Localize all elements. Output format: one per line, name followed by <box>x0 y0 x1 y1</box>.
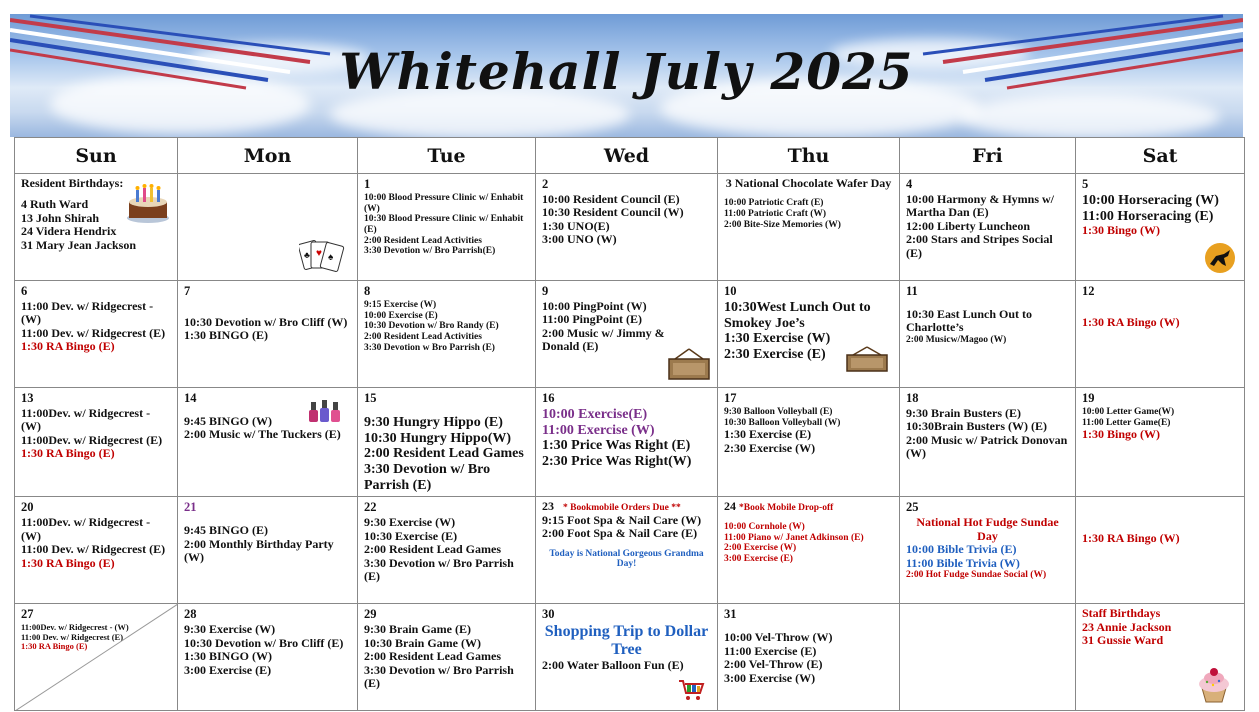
event-item: 12:00 Liberty Luncheon <box>906 218 1031 233</box>
wooden-sign-icon <box>845 345 889 373</box>
event-item: 10:00 Resident Council (E) <box>542 192 680 206</box>
event-item: 10:00 Cornhole (W) <box>724 521 805 532</box>
event-item: 10:30West Lunch Out to Smokey Joe’s <box>724 300 871 331</box>
event-item: 2:00 Resident Lead Games <box>364 542 501 557</box>
day-cell <box>358 497 536 604</box>
week-row-1 <box>15 174 1245 281</box>
event-item: 2:00 Musicw/Magoo (W) <box>906 334 1007 345</box>
event-item: 11:00 Dev. w/ Ridgecrest (E) <box>21 631 124 642</box>
diagonal-divider-line <box>15 604 178 711</box>
day-number: 25 <box>906 500 919 515</box>
event-item: 1:30 Exercise (W) <box>724 331 831 347</box>
day-cell <box>1076 497 1245 604</box>
birthday-cake-icon <box>125 182 171 224</box>
day-number: 12 <box>1082 284 1095 298</box>
event-item: 10:30 East Lunch Out to Charlotte’s <box>906 307 1033 335</box>
event-item: 9:30 Hungry Hippo (E) <box>364 415 503 430</box>
day-number: 19 <box>1082 391 1095 405</box>
event-item: 11:00Dev. w/ Ridgecrest - (W) <box>21 515 151 543</box>
day-cell <box>15 281 178 388</box>
day-number: 30 <box>542 607 555 622</box>
day-cell <box>358 281 536 388</box>
day-number: 1 <box>364 177 371 191</box>
event-item: 3:30 Devotion w/ Bro Parrish(E) <box>364 246 496 257</box>
event-item: 3:30 Devotion w/ Bro Parrish (E) <box>364 462 491 493</box>
event-item: 10:30 Balloon Volleyball (W) <box>724 417 841 428</box>
day-cell <box>15 174 178 281</box>
day-cell <box>178 174 358 281</box>
weekday-sun: Sun <box>15 138 178 174</box>
event-item: 1:30 UNO(E) <box>542 218 610 233</box>
shopping-trip-note: Shopping Trip to Dollar Tree <box>544 623 709 659</box>
event-item: 1:30 RA Bingo (E) <box>21 339 115 354</box>
day-number: 7 <box>184 284 191 298</box>
birthday-item: 31 Mary Jean Jackson <box>21 237 136 252</box>
weekday-tue: Tue <box>358 138 536 174</box>
event-item: 10:00 Horseracing (W) <box>1082 193 1219 208</box>
day-number: 14 <box>184 391 197 405</box>
event-item: 10:30 Devotion w/ Bro Cliff (W) <box>184 315 348 329</box>
day-cell <box>358 388 536 497</box>
event-item: 10:00 Blood Pressure Clinic w/ Enhabit (W) <box>364 193 524 214</box>
event-item: 11:00 Dev. w/ Ridgecrest (E) <box>21 542 166 557</box>
day-number: 23 <box>542 499 554 514</box>
event-item: 1:30 RA Bingo (E) <box>21 446 115 461</box>
event-item: 2:30 Exercise (W) <box>724 440 816 455</box>
event-item: 10:30 Brain Game (W) <box>364 635 481 650</box>
event-item: 1:30 BINGO (E) <box>184 328 268 343</box>
day-number: 15 <box>364 391 377 405</box>
event-item: 11:00 Dev. w/ Ridgecrest (E) <box>21 325 166 340</box>
day-number: 18 <box>906 391 919 405</box>
event-item: 11:00Dev. w/ Ridgecrest - (W) <box>21 406 151 434</box>
event-item: 2:00 Resident Lead Activities <box>364 331 482 342</box>
week-row-4 <box>15 497 1245 604</box>
day-number: 28 <box>184 607 197 622</box>
event-item: 2:00 Music w/ Patrick Donovan (W) <box>906 432 1068 461</box>
weekday-thu: Thu <box>718 138 900 174</box>
event-item: 1:30 RA Bingo (W) <box>1082 531 1180 546</box>
day-cell <box>718 174 900 281</box>
cupcake-icon <box>1194 666 1234 704</box>
event-item: 2:00 Resident Lead Games <box>364 446 524 462</box>
event-item: 1:30 RA Bingo (W) <box>1082 315 1180 329</box>
wooden-sign-icon <box>667 347 711 381</box>
event-item: 3:30 Devotion w Bro Parrish (E) <box>364 342 495 353</box>
event-item: 11:00Dev. w/ Ridgecrest - (W) <box>21 622 129 633</box>
event-item: 10:30Brain Busters (W) (E) <box>906 419 1047 434</box>
event-item: 9:30 Exercise (W) <box>184 622 276 637</box>
day-number: 21 <box>184 500 197 515</box>
weekday-fri: Fri <box>900 138 1076 174</box>
event-item: 10:30 Blood Pressure Clinic w/ Enhabit (E) <box>364 214 524 235</box>
week-row-2 <box>15 281 1245 388</box>
nail-polish-icon <box>307 398 343 424</box>
national-day-note: 3 National Chocolate Wafer Day <box>725 176 892 190</box>
day-cell <box>15 604 178 711</box>
birthday-item: 4 Ruth Ward <box>21 197 89 212</box>
day-cell <box>718 604 900 711</box>
event-item: 9:30 Brain Game (E) <box>364 622 471 637</box>
bookmobile-note: * Bookmobile Orders Due ** <box>563 503 681 514</box>
day-cell <box>718 281 900 388</box>
day-cell <box>358 174 536 281</box>
national-day-note: National Hot Fudge Sundae Day <box>916 515 1059 543</box>
day-number: 11 <box>906 284 918 298</box>
bookmobile-note: *Book Mobile Drop-off <box>739 503 834 514</box>
event-item: 1:30 Bingo (W) <box>1082 427 1160 442</box>
resident-birthdays-heading: Resident Birthdays: <box>21 176 124 190</box>
event-item: 1:30 Price Was Right (E) <box>542 438 691 454</box>
birthday-item: 24 Videra Hendrix <box>21 224 117 239</box>
birthday-item: 13 John Shirah <box>21 210 100 225</box>
event-item: 2:00 Monthly Birthday Party (W) <box>184 536 334 565</box>
horse-rider-icon <box>1204 242 1236 274</box>
page-title: Whitehall July 2025 <box>339 42 914 101</box>
playing-cards-icon <box>299 238 345 274</box>
event-item: 10:00 PingPoint (W) <box>542 299 647 313</box>
event-item: 2:00 Water Balloon Fun (E) <box>542 658 684 673</box>
day-cell <box>900 388 1076 497</box>
event-item: 11:00 Dev. w/ Ridgecrest - (W) <box>21 299 154 327</box>
weekday-sat: Sat <box>1076 138 1245 174</box>
event-item: 1:30 RA Bingo (E) <box>21 641 88 652</box>
event-item: 3:00 Exercise (E) <box>184 662 272 677</box>
event-item: 11:00 PingPoint (E) <box>542 312 643 327</box>
day-cell <box>900 174 1076 281</box>
event-item: 10:00 Harmony & Hymns w/ Martha Dan (E) <box>906 192 1054 220</box>
svg-text:♣: ♣ <box>304 250 310 260</box>
event-item: 10:30 Devotion w/ Bro Randy (E) <box>364 321 499 332</box>
event-item: 3:00 UNO (W) <box>542 232 617 247</box>
svg-text:♥: ♥ <box>316 248 322 259</box>
event-item: 1:30 Bingo (W) <box>1082 223 1160 238</box>
svg-text:♠: ♠ <box>328 252 334 263</box>
event-item: 11:00 Piano w/ Janet Adkinson (E) <box>724 532 864 543</box>
day-number: 4 <box>906 177 913 191</box>
day-number: 5 <box>1082 177 1089 191</box>
event-item: 2:00 Music w/ Jimmy & Donald (E) <box>542 325 665 354</box>
event-item: 9:45 BINGO (W) <box>184 414 272 428</box>
day-number: 8 <box>364 284 371 298</box>
event-item: 9:30 Exercise (W) <box>364 515 456 530</box>
day-cell <box>15 497 178 604</box>
weekday-header-row <box>15 138 1245 174</box>
week-row-3 <box>15 388 1245 497</box>
day-number: 13 <box>21 391 34 405</box>
event-item: 2:00 Vel-Throw (E) <box>724 657 823 672</box>
day-cell <box>900 604 1076 711</box>
day-cell <box>900 281 1076 388</box>
event-item: 1:30 RA Bingo (E) <box>21 555 115 570</box>
day-cell <box>178 497 358 604</box>
event-item: 1:30 BINGO (W) <box>184 649 272 664</box>
day-number: 20 <box>21 500 34 515</box>
event-item: 9:15 Exercise (W) <box>364 300 437 310</box>
event-item: 2:00 Foot Spa & Nail Care (E) <box>542 526 698 541</box>
event-item: 10:30 Exercise (E) <box>364 528 458 543</box>
day-cell <box>718 497 900 604</box>
day-cell <box>718 388 900 497</box>
event-item: 2:00 Music w/ The Tuckers (E) <box>184 427 341 442</box>
day-number: 2 <box>542 177 549 191</box>
event-item: 3:30 Devotion w/ Bro Parrish (E) <box>364 662 514 691</box>
day-cell <box>536 604 718 711</box>
event-item: 1:30 Exercise (E) <box>724 427 812 442</box>
event-item: 10:00 Vel-Throw (W) <box>724 630 833 645</box>
day-cell <box>1076 604 1245 711</box>
day-number: 27 <box>21 607 34 622</box>
event-item: 2:00 Resident Lead Activities <box>364 235 482 246</box>
day-number: 22 <box>364 500 377 515</box>
event-item: 10:00 Exercise(E) <box>542 407 648 422</box>
day-cell <box>900 497 1076 604</box>
day-cell <box>1076 174 1245 281</box>
event-item: 3:30 Devotion w/ Bro Parrish (E) <box>364 555 514 584</box>
event-item: 11:00 Exercise (E) <box>724 643 817 658</box>
day-number: 24 <box>724 499 736 514</box>
event-item: 10:00 Exercise (E) <box>364 310 438 321</box>
shopping-cart-icon <box>677 678 705 702</box>
event-item: 11:00 Horseracing (E) <box>1082 208 1214 224</box>
event-item: 2:00 Hot Fudge Sundae Social (W) <box>906 570 1047 581</box>
day-cell <box>1076 388 1245 497</box>
day-number: 16 <box>542 391 555 405</box>
event-item: 9:45 BINGO (E) <box>184 523 268 538</box>
event-item: 10:30 Devotion w/ Bro Cliff (E) <box>184 635 344 650</box>
event-item: 2:30 Exercise (E) <box>724 347 826 363</box>
day-cell <box>358 604 536 711</box>
event-item: 2:00 Resident Lead Games <box>364 649 501 664</box>
event-item: 10:00 Bible Trivia (E) <box>906 542 1017 557</box>
day-number: 29 <box>364 607 377 622</box>
event-item: 10:00 Letter Game(W) <box>1082 407 1175 417</box>
title-banner <box>10 14 1243 137</box>
day-cell <box>178 281 358 388</box>
event-item: 9:15 Foot Spa & Nail Care (W) <box>542 512 702 527</box>
event-item: 9:30 Balloon Volleyball (E) <box>724 407 833 417</box>
national-day-note: Today is National Gorgeous Grandma Day! <box>549 548 704 570</box>
event-item: 3:00 Exercise (E) <box>724 553 793 564</box>
day-cell <box>15 388 178 497</box>
weekday-wed: Wed <box>536 138 718 174</box>
day-number: 31 <box>724 607 737 622</box>
staff-birthdays-heading: Staff Birthdays <box>1082 606 1161 621</box>
birthday-item: 31 Gussie Ward <box>1082 633 1164 648</box>
event-item: 2:00 Exercise (W) <box>724 543 797 554</box>
event-item: 11:00 Exercise (W) <box>542 422 655 438</box>
day-cell <box>178 388 358 497</box>
day-cell <box>536 174 718 281</box>
event-item: 9:30 Brain Busters (E) <box>906 406 1021 420</box>
event-item: 11:00Dev. w/ Ridgecrest (E) <box>21 432 163 447</box>
day-cell <box>536 497 718 604</box>
day-cell <box>1076 281 1245 388</box>
day-number: 9 <box>542 284 549 298</box>
event-item: 2:00 Stars and Stripes Social (E) <box>906 232 1053 260</box>
calendar-grid <box>14 137 1245 711</box>
event-item: 11:00 Bible Trivia (W) <box>906 555 1020 570</box>
event-item: 2:30 Price Was Right(W) <box>542 454 692 470</box>
week-row-5 <box>15 604 1245 711</box>
day-cell <box>536 388 718 497</box>
event-item: 2:00 Bite-Size Memories (W) <box>724 219 841 230</box>
event-item: 11:00 Letter Game(E) <box>1082 417 1171 428</box>
day-number: 6 <box>21 284 28 298</box>
event-item: 10:00 Patriotic Craft (E) <box>724 198 824 209</box>
day-cell <box>178 604 358 711</box>
event-item: 10:30 Resident Council (W) <box>542 205 684 220</box>
birthday-item: 23 Annie Jackson <box>1082 619 1172 634</box>
day-number: 17 <box>724 391 737 405</box>
event-item: 11:00 Patriotic Craft (W) <box>724 209 827 220</box>
event-item: 3:00 Exercise (W) <box>724 670 816 685</box>
day-number: 10 <box>724 284 737 298</box>
day-cell <box>536 281 718 388</box>
event-item: 10:30 Hungry Hippo(W) <box>364 430 512 446</box>
weekday-mon: Mon <box>178 138 358 174</box>
